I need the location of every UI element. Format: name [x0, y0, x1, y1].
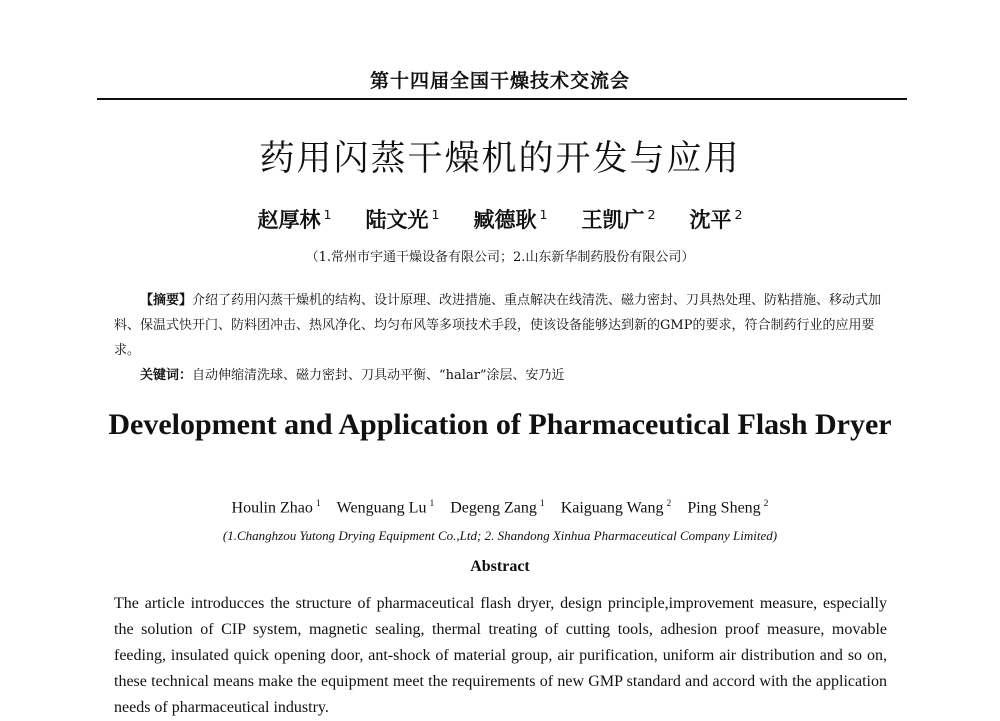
chinese-title: 药用闪蒸干燥机的开发与应用: [259, 139, 741, 179]
english-affiliations: (1.Changhzou Yutong Drying Equipment Co.,Ltd; 2. Shandong Xinhua Pharmaceutical Company Limited): [222, 528, 778, 543]
chinese-abstract-text: 介绍了药用闪蒸干燥机的结构、设计原理、改进措施、重点解决在线清洗、磁力密封、刀具热处理、防粘措施、移动式加料、保温式快开门、防料团冲击、热风净化、均匀布风等多项技术手段，使该设备能够达到新的GMP的要求，符合制药行业的应用要求。: [114, 293, 882, 358]
english-author: Degeng Zang $^1$: [450, 498, 545, 517]
chinese-keywords-label: 关键词：: [140, 368, 193, 383]
chinese-abstract: [114, 288, 886, 363]
english-author: Ping Sheng $^2$: [687, 498, 769, 517]
english-author: Houlin Zhao $^1$: [231, 498, 321, 517]
english-abstract-heading: Abstract: [470, 558, 530, 575]
english-author: Kaiguang Wang $^2$: [560, 498, 672, 517]
english-abstract: The article introducces the structure of pharmaceutical flash dryer, design principle,improvement measure, especially the solution of CIP system, magnetic sealing, thermal treating of cutting tools, adhesion proof measure, movable feeding, insulated quick opening door, ant-shock of material group, air purification, uniform air distribution and so on, these technical means make the equipment meet the requirements of new GMP standard and accord with the application needs of pharmaceutical industry.: [114, 595, 887, 716]
chinese-abstract-label: 【摘要】: [140, 293, 193, 308]
header-rule: [97, 98, 907, 100]
chinese-author: 沈平 $^2$: [689, 207, 743, 232]
english-author: Wenguang Lu $^1$: [336, 498, 435, 517]
chinese-author: 王凯广 $^2$: [581, 207, 656, 232]
english-author-list: [0, 498, 1000, 517]
chinese-author: 陆文光 $^1$: [365, 207, 440, 232]
conference-header: 第十四届全国干燥技术交流会: [369, 70, 630, 92]
chinese-author-list: [0, 204, 1000, 234]
chinese-keywords-text: 自动伸缩清洗球、磁力密封、刀具动平衡、“halar”涂层、安乃近: [192, 368, 565, 383]
english-title: Development and Application of Pharmaceutical Flash Dryer: [108, 408, 892, 441]
chinese-author: 臧德耿 $^1$: [473, 207, 548, 232]
chinese-affiliations: （1.常州市宇通干燥设备有限公司；2.山东新华制药股份有限公司）: [305, 250, 695, 265]
chinese-keywords: [140, 366, 886, 386]
chinese-author: 赵厚林 $^1$: [257, 207, 332, 232]
